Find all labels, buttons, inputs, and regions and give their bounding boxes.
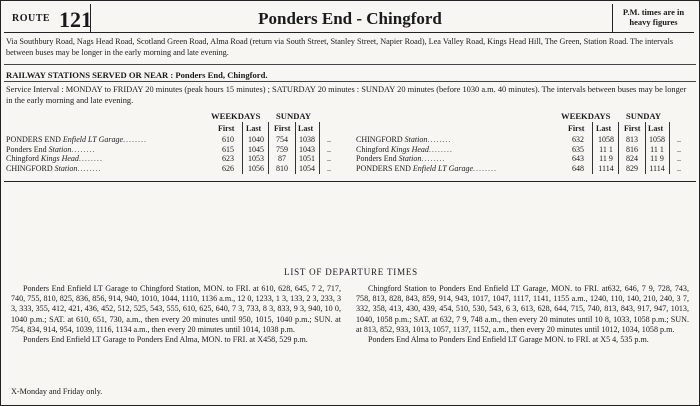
departures-right [356,284,689,345]
departures-paragraph: Ponders End Alma to Ponders End Enfield LT Garage MON. to FRI. at X5 4, 535 p.m. [368,335,649,345]
sunday-last-time: 1058 [649,135,665,144]
timetable-row [356,135,696,144]
first-heading: First [624,124,641,133]
last-heading: Last [648,124,664,133]
last-heading: Last [596,124,612,133]
weekday-first-time: 635 [572,144,584,154]
sunday-first-time: 810 [276,163,288,173]
route-box [4,4,91,32]
stop-name: CHINGFORD Station ........ [6,163,102,173]
departures-paragraph: Chingford Station to Ponders End Enfield LT Garage, MON. to FRI. at632, 646, 7 9, 728, 743, 758, 813, 828, 843, 859, 914, 943, 1017, 1047, 1117, 1141, 1155 a.m., 1240, 110, 140, 210, 240, 3 7, 332, 358, 413, 430, 439, 454, 510, 530, 543, 6 3, 613, 628, 644, 715, 740, 813, 843, 917, 947, 1013, 1040, 1058 p.m.; SAT. at 632, 7 9, 748 a.m., then every 20 minutes until 10 8, 1033, 1058 p.m.; SUN. at 813, 852, 933, 1013, 1057, 1137, 1152, a.m., then every 20 minutes until 1012, 1034, 1058 p.m. [356,284,689,334]
weekday-last-time: 11 9 [599,154,613,163]
footnote: X-Monday and Friday only. [11,387,103,396]
weekdays-heading: WEEKDAYS [561,111,611,121]
last-heading: Last [246,124,262,133]
first-heading: First [218,124,235,133]
timetable-return [356,111,686,175]
weekday-first-time: 626 [222,163,234,173]
sunday-last-time: 1051 [299,154,315,163]
service-interval: Service Interval : MONDAY to FRIDAY 20 minutes (peak hours 15 minutes) ; SATURDAY 20 minutes : SUNDAY 20 minutes (before 1030 a.m. 40 minutes). The intervals between buses may be longer in the early morning and late evening. [6,85,687,105]
stop-name: Ponders End Station ........ [356,154,446,163]
route-header [4,4,694,33]
weekday-last-time: 1058 [598,135,614,144]
timetable-row [356,154,696,163]
row-dots: .. [327,135,331,144]
timetable-row [6,164,346,173]
route-title: Ponders End - Chingford [258,9,442,28]
weekday-first-time: 623 [222,154,234,163]
departures-title: LIST OF DEPARTURE TIMES [284,267,418,277]
timetable-row [6,135,346,144]
sunday-heading: SUNDAY [626,111,662,121]
weekday-last-time: 1114 [598,163,614,173]
weekday-first-time: 632 [572,135,584,144]
weekday-last-time: 11 1 [599,144,613,154]
timetable-outbound [6,111,336,175]
stop-name: CHINGFORD Station ........ [356,135,452,144]
sunday-first-time: 816 [626,144,638,154]
weekday-last-time: 1045 [248,144,264,154]
divider [4,81,696,82]
sunday-first-time: 813 [626,135,638,144]
sunday-first-time: 824 [626,154,638,163]
stop-name: Ponders End Station ........ [6,144,96,154]
stop-name: PONDERS END Enfield LT Garage ........ [356,163,498,173]
sunday-first-time: 87 [278,154,286,163]
row-dots: .. [677,154,681,163]
stop-name: Chingford Kings Head ........ [356,144,453,154]
sunday-last-time: 11 9 [650,154,664,163]
stop-name: Chingford Kings Head ........ [6,154,103,163]
first-heading: First [274,124,291,133]
row-dots: .. [677,144,681,154]
weekday-last-time: 1056 [248,163,264,173]
sunday-last-time: 1054 [299,163,315,173]
divider [4,64,696,65]
timetable-row [356,145,696,154]
weekday-last-time: 1040 [248,135,264,144]
weekday-last-time: 1053 [248,154,264,163]
weekday-first-time: 643 [572,154,584,163]
sunday-heading: SUNDAY [276,111,312,121]
railway-stations: RAILWAY STATIONS SERVED OR NEAR : Ponders End, Chingford. [6,70,268,80]
sunday-last-time: 1114 [649,163,665,173]
divider [4,181,696,182]
departures-paragraph: Ponders End Enfield LT Garage to Ponders End Alma, MON. to FRI. at X458, 529 p.m. [23,335,308,345]
weekday-first-time: 615 [222,144,234,154]
sunday-first-time: 829 [626,163,638,173]
timetable-row [356,164,696,173]
last-heading: Last [298,124,314,133]
weekdays-heading: WEEKDAYS [211,111,261,121]
stop-name: PONDERS END Enfield LT Garage ........ [6,135,148,144]
row-dots: .. [327,163,331,173]
departures-left [11,284,341,345]
sunday-first-time: 759 [276,144,288,154]
departures-paragraph: Ponders End Enfield LT Garage to Chingford Station, MON. to FRI. at 610, 628, 645, 7 2, 717, 740, 755, 810, 825, 836, 856, 914, 940, 1010, 1044, 1110, 1136 a.m., 12 0, 1233, 1 3, 133, 2 3, 233, 3 3, 333, 355, 412, 421, 436, 452, 512, 525, 543, 555, 610, 625, 640, 7 3, 733, 8 3, 833, 9 3, 940, 10 0, 1040 p.m.; SAT. at 610, 651, 730, a.m., then every 20 minutes until 950, 1015, 1040 p.m.; SUN. at 754, 834, 914, 954, 1039, 1116, 1134 a.m., then every 20 minutes until 1014, 1038 p.m. [11,284,341,334]
row-dots: .. [327,144,331,154]
sunday-first-time: 754 [276,135,288,144]
sunday-last-time: 11 1 [650,144,664,154]
timetable-row [6,154,346,163]
row-dots: .. [677,163,681,173]
route-label: ROUTE [12,13,51,24]
pm-note: P.M. times are in heavy figures [612,4,694,32]
timetable-row [6,145,346,154]
row-dots: .. [327,154,331,163]
weekday-first-time: 648 [572,163,584,173]
route-number: 121 [59,7,92,32]
first-heading: First [568,124,585,133]
sunday-last-time: 1043 [299,144,315,154]
weekday-first-time: 610 [222,135,234,144]
sunday-last-time: 1038 [299,135,315,144]
row-dots: .. [677,135,681,144]
via-text: Via Southbury Road, Nags Head Road, Scotland Green Road, Alma Road (return via South Street, Stanley Street, Napier Road), Lea Valley Road, Kings Head Hill, The Green, Station Road. The intervals between buses may be longer in the early morning and late evening. [6,37,674,57]
